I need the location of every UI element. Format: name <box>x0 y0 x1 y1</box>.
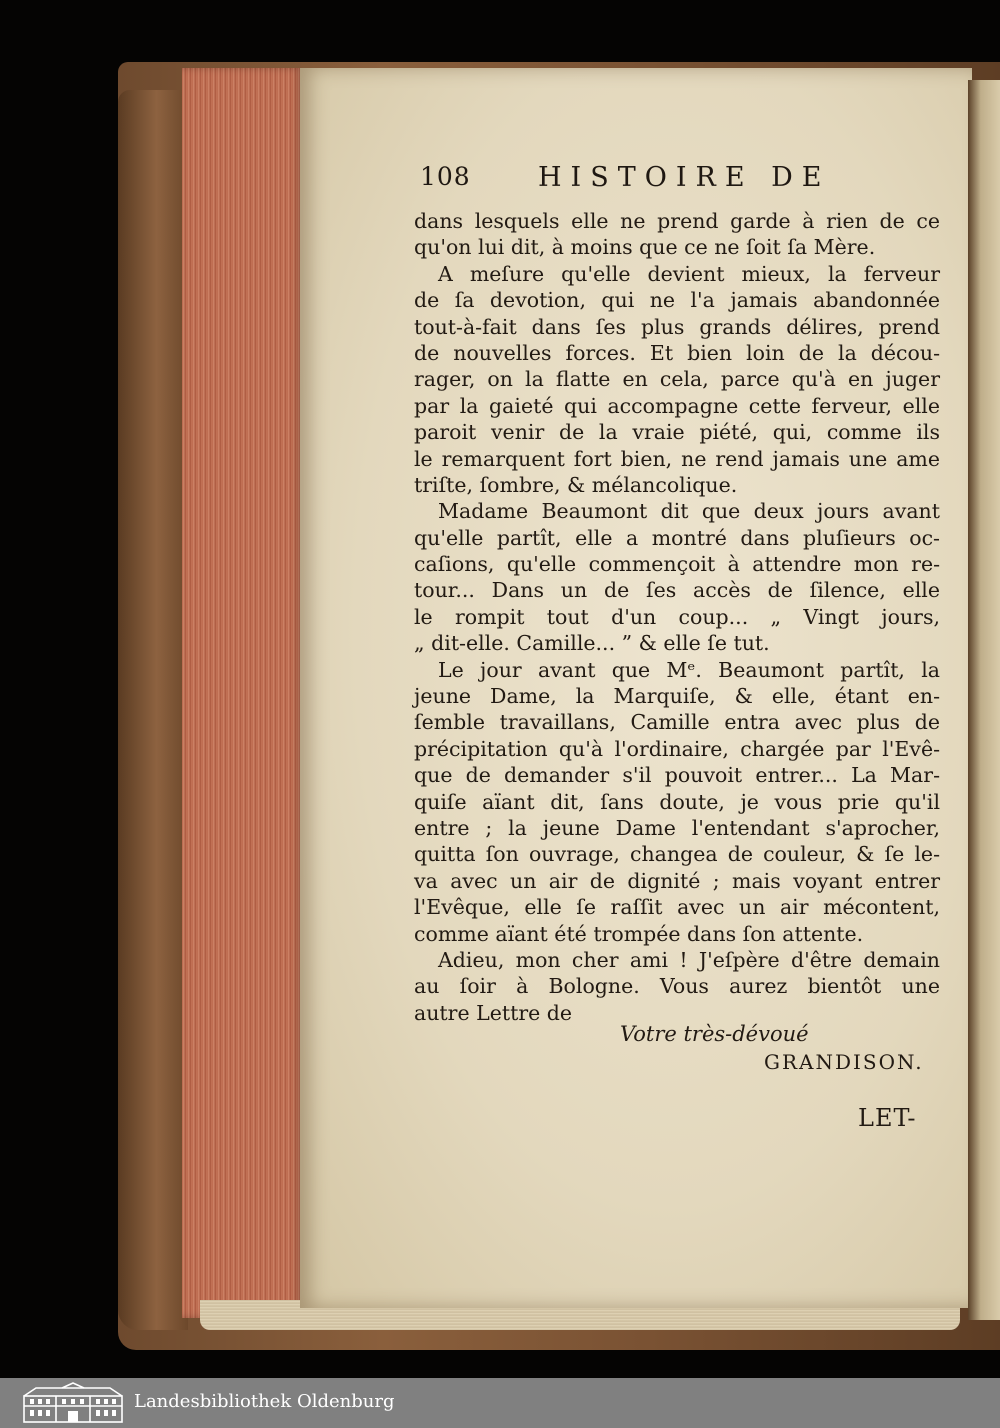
footer-bar <box>0 1378 1000 1428</box>
book-cover-edge <box>118 90 188 1330</box>
page-number: 108 <box>420 162 471 191</box>
text-line: qu'on lui dit, à moins que ce ne ſoit ſa Mère. <box>414 235 876 260</box>
text-line: A meſure qu'elle devient mieux, la ferveur <box>438 261 940 286</box>
text-line: va avec un air de dignité ; mais voyant entrer <box>414 868 940 893</box>
text-line: Madame Beaumont dit que deux jours avant <box>438 499 940 524</box>
text-line: autre Lettre de <box>414 1000 573 1025</box>
text-line: Adieu, mon cher ami ! J'eſpère d'être demain <box>438 947 940 972</box>
text-line: qu'elle partît, elle a montré dans pluſieurs oc- <box>414 525 940 550</box>
text-line: l'Evêque, elle ſe raſſit avec un air mécontent, <box>414 895 940 920</box>
text-line: par la gaieté qui accompagne cette ferveur, elle <box>414 393 940 418</box>
text-line: quiſe aïant dit, ſans doute, je vous prie qu'il <box>414 789 940 814</box>
text-line: jeune Dame, la Marquiſe, & elle, étant en- <box>414 684 940 709</box>
text-line: le rompit tout d'un coup... „ Vingt jours, <box>414 604 940 629</box>
text-line: tout-à-fait dans ſes plus grands délires, prend <box>414 314 940 339</box>
page-edges <box>182 68 304 1318</box>
letter-closing: Votre très-dévoué <box>620 1022 809 1046</box>
page-header <box>420 162 940 194</box>
running-title: HISTOIRE DE <box>538 162 831 193</box>
text-line: rager, on la flatte en cela, parce qu'à en juger <box>414 367 940 392</box>
facing-page-edge <box>968 80 1000 1320</box>
text-line: de nouvelles forces. Et bien loin de la décou- <box>414 340 940 365</box>
catchword: LET- <box>858 1104 917 1132</box>
text-line: que de demander s'il pouvoit entrer... La Mar- <box>414 763 940 788</box>
text-line: dans lesquels elle ne prend garde à rien de ce <box>414 209 940 233</box>
text-line: ſemble travaillans, Camille entra avec plus de <box>414 710 940 735</box>
text-line: quitta ſon ouvrage, changea de couleur, & ſe le- <box>414 842 940 867</box>
text-line: caſions, qu'elle commençoit à attendre mon re- <box>414 552 940 577</box>
text-line: tour... Dans un de ſes accès de ſilence, elle <box>414 578 940 603</box>
text-line: „ dit-elle. Camille... ” & elle ſe tut. <box>414 631 770 656</box>
library-building-icon <box>22 1382 124 1424</box>
text-line: comme aïant été trompée dans ſon attente. <box>414 921 864 946</box>
text-line: de ſa devotion, qui ne l'a jamais abandonnée <box>414 288 940 313</box>
library-name: Landesbibliothek Oldenburg <box>134 1391 395 1412</box>
text-line: paroit venir de la vraie piété, qui, comme ils <box>414 420 940 445</box>
text-line: le remarquent fort bien, ne rend jamais une ame <box>414 446 940 471</box>
text-line: triſte, ſombre, & mélancolique. <box>414 472 738 497</box>
text-line: entre ; la jeune Dame l'entendant s'aprocher, <box>414 815 940 840</box>
text-line: au ſoir à Bologne. Vous aurez bientôt une <box>414 974 940 999</box>
body-text <box>414 208 940 1026</box>
text-line: Le jour avant que Mᵉ. Beaumont partît, la <box>438 657 940 682</box>
text-line: précipitation qu'à l'ordinaire, chargée par l'Evê- <box>414 736 940 761</box>
letter-signature: GRANDISON. <box>764 1050 924 1074</box>
